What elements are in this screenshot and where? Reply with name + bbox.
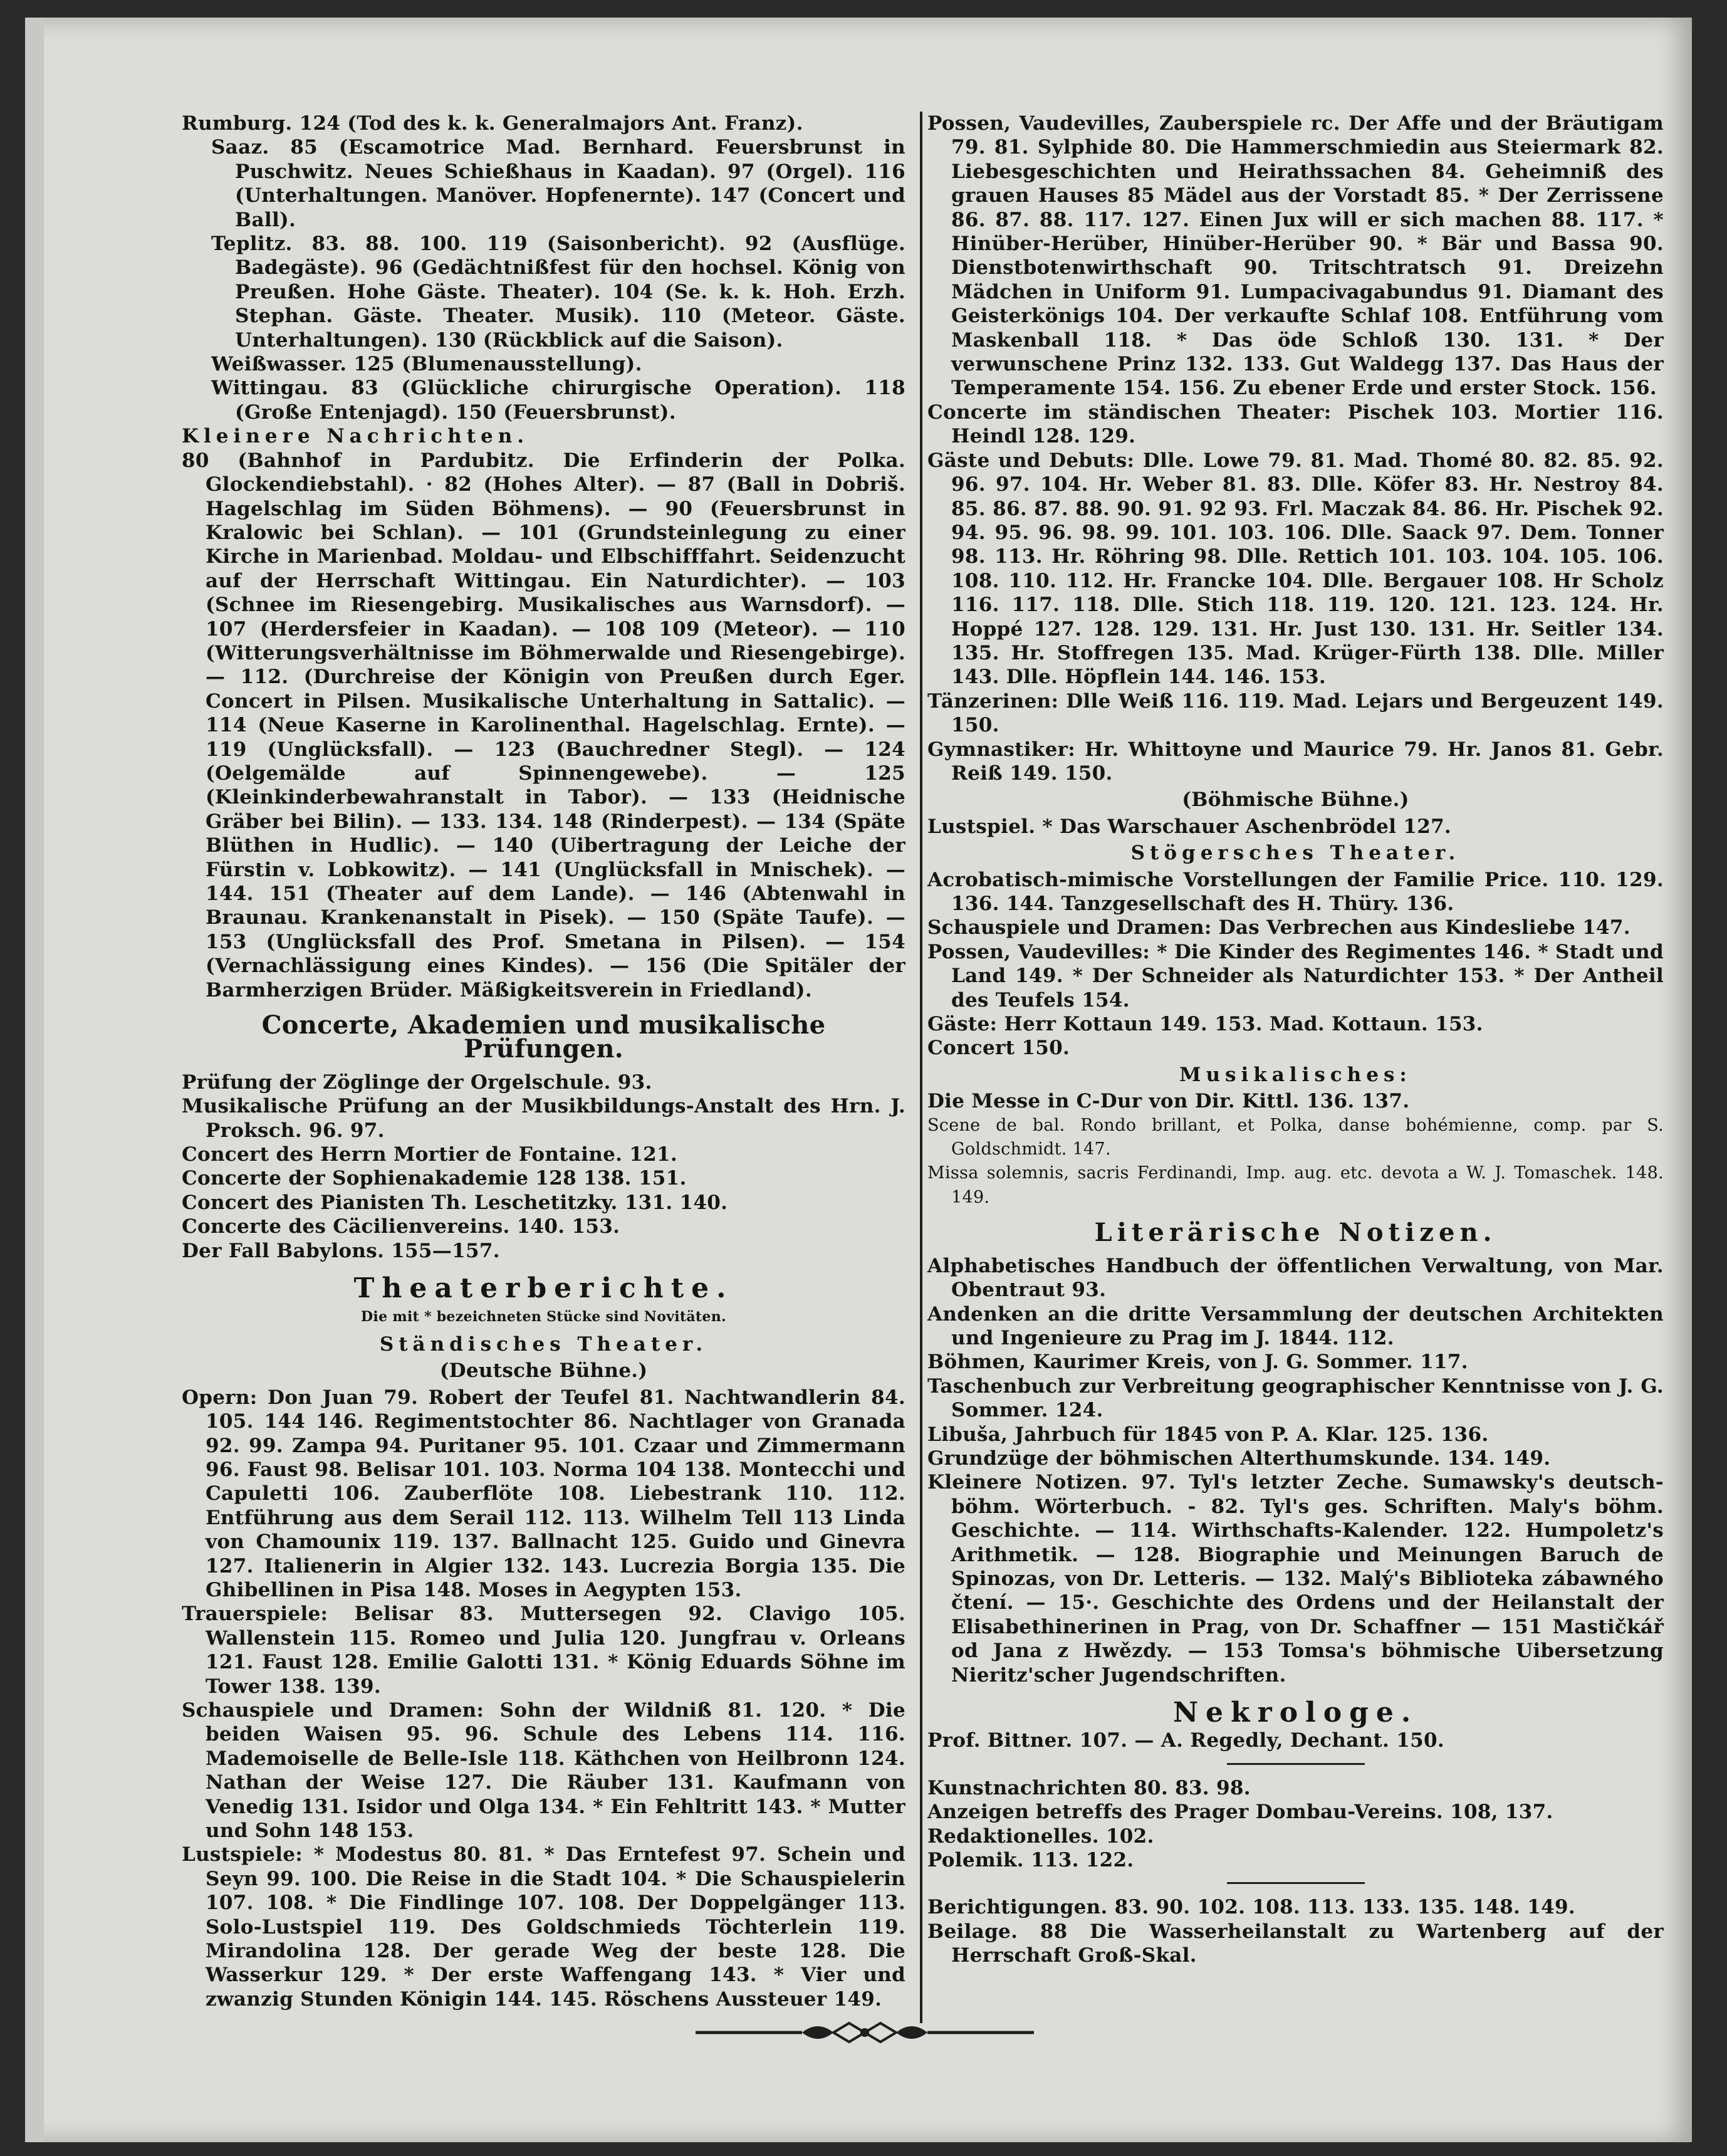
gymnastiker-entry: Gymnastiker: Hr. Whittoyne und Maurice 79. Hr. Janos 81. Gebr. Reiß 149. 150. [927, 738, 1664, 785]
possen-entry: Possen, Vaudevilles, Zauberspiele rc. Der Affe und der Bräutigam 79. 81. Sylphide 80. Die Hammerschmiedin aus Steiermark 82. Liebesgeschichten und Heirathssachen 84. Geheimniß des grauen Hauses 85 Mädel aus der Vorstadt 85. * Der Zerrissene 86. 87. 88. 117. 127. Einen Jux will er sich machen 88. 117. * Hinüber-Herüber, Hinüber-Herüber 90. * Bär und Bassa 90. Dienstbotenwirthschaft 90. Tritschtratsch 91. Dreizehn Mädchen in Uniform 91. Lumpacivagabundus 91. Diamant des Geisterkönigs 104. Der verkaufte Schlaf 108. Entführung vom Maskenball 118. * Das öde Schloß 130. 131. * Der verwunschene Prinz 132. 133. Gut Waldegg 137. Das Haus der Temperamente 154. 156. Zu ebener Erde und erster Stock. 156. [927, 112, 1664, 400]
final-entry: Berichtigungen. 83. 90. 102. 108. 113. 133. 135. 148. 149. [927, 1896, 1575, 1919]
left-column [182, 112, 905, 2011]
lit-entry: Grundzüge der böhmischen Alterthumskunde. 134. 149. [927, 1447, 1551, 1470]
nekrologe-heading: Nekrologe. [1172, 1697, 1419, 1729]
entry-rumburg: Rumburg. 124 (Tod des k. k. Generalmajors Ant. Franz). [182, 112, 803, 135]
schauspiele-entry: Schauspiele und Dramen: Sohn der Wildniß 81. 120. * Die beiden Waisen 95. 96. Schule des Lebens 114. 116. Mademoiselle de Belle-Isle 118. Käthchen von Heilbronn 124. Nathan der Weise 127. Die Räuber 131. Kaufmann von Venedig 131. Isidor und Olga 134. * Ein Fehltritt 143. * Mutter und Sohn 148 153. [182, 1699, 905, 1843]
entry-weisswasser: Weißwasser. 125 (Blumenausstellung). [211, 353, 642, 376]
stoeger-entry: Schauspiele und Dramen: Das Verbrechen aus Kindesliebe 147. [927, 916, 1630, 939]
lit-entry: Kleinere Notizen. 97. Tyl's letzter Zeche. Sumawsky's deutsch-böhm. Wörterbuch. - 82. Tyl's ges. Schriften. Maly's böhm. Geschichte. — 114. Wirthschafts-Kalender. 122. Humpoletz's Arithmetik. — 128. Biographie und Meinungen Baruch de Spinozas, von Dr. Letteris. — 132. Malý's Biblioteka zábawného čtení. — 15·. Geschichte des Ordens und der Heilanstalt der Elisabethinerinen in Prag, von Dr. Schaffner — 151 Mastičkář od Jana z Hwězdy. — 153 Tomsa's böhmische Uibersetzung Nieritz'scher Jugendschriften. [927, 1471, 1664, 1687]
ornament-flourish-icon [689, 2017, 1040, 2048]
deutsche-buehne-label: (Deutsche Bühne.) [439, 1359, 648, 1383]
lit-entry: Andenken an die dritte Versammlung der deutschen Architekten und Ingenieure zu Prag im J. 1844. 112. [927, 1302, 1664, 1349]
novitaeten-note: Die mit * bezeichneten Stücke sind Novitäten. [361, 1308, 726, 1325]
right-column [927, 112, 1664, 1968]
column-divider [920, 112, 922, 2023]
concerte-heading: Concerte, Akademien und musikalische Prüfungen. [261, 1010, 826, 1064]
page [25, 18, 1692, 2142]
musik-entry: Die Messe in C-Dur von Dir. Kittl. 136. 137. [927, 1090, 1410, 1113]
entry-saaz: Saaz. 85 (Escamotrice Mad. Bernhard. Feuersbrunst in Puschwitz. Neues Schießhaus in Kaadan). 97 (Orgel). 116 (Unterhaltungen. Manöver. Hopfenernte). 147 (Concert und Ball). [211, 136, 905, 231]
stoeger-entry: Acrobatisch-mimische Vorstellungen der Familie Price. 110. 129. 136. 144. Tanzgesellschaft des H. Thüry. 136. [927, 868, 1664, 915]
musik-entry: Scene de bal. Rondo brillant, et Polka, danse bohémienne, comp. par S. Goldschmidt. 147. [927, 1115, 1664, 1159]
stoeger-entry: Gäste: Herr Kottaun 149. 153. Mad. Kottaun. 153. [927, 1013, 1483, 1036]
trauerspiele-entry: Trauerspiele: Belisar 83. Muttersegen 92. Clavigo 105. Wallenstein 115. Romeo und Julia 120. Jungfrau v. Orleans 121. Faust 128. Emilie Galotti 131. * König Eduards Söhne im Tower 138. 139. [182, 1603, 905, 1698]
gaeste-debuts-entry: Gäste und Debuts: Dlle. Lowe 79. 81. Mad. Thomé 80. 82. 85. 92. 96. 97. 104. Hr. Weber 81. 83. Dlle. Köfer 83. Hr. Nestroy 84. 85. 86. 87. 88. 90. 91. 92 93. Frl. Maczak 84. 86. Hr. Pischek 92. 94. 95. 96. 98. 99. 101. 103. 106. Dlle. Saack 97. Dem. Tonner 98. 113. Hr. Röhring 98. Dlle. Rettich 101. 103. 104. 105. 106. 108. 110. 112. Hr. Francke 104. Dlle. Bergauer 108. Hr Scholz 116. 117. 118. Dlle. Stich 118. 119. 120. 121. 123. 124. Hr. Hoppé 127. 128. 129. 131. Hr. Just 130. 131. Hr. Seitler 134. 135. Hr. Stoffregen 135. Mad. Krüger-Fürth 138. Dlle. Miller 143. Dlle. Höpflein 144. 146. 153. [927, 449, 1664, 689]
musikalisches-heading: Musikalisches: [1179, 1063, 1412, 1086]
concerte-theater-entry: Concerte im ständischen Theater: Pischek 103. Mortier 116. Heindl 128. 129. [927, 400, 1664, 448]
theaterberichte-heading: Theaterberichte. [353, 1272, 734, 1305]
kleinere-text: 80 (Bahnhof in Pardubitz. Die Erfinderin der Polka. Glockendiebstahl). · 82 (Hohes Alter). — 87 (Ball in Dobriš. Hagelschlag im Süden Böhmens). — 90 (Feuersbrunst in Kralowic bei Schlan). — 101 (Grundsteinlegung zu einer Kirche in Marienbad. Moldau- und Elbschifffahrt. Seidenzucht auf der Herrschaft Wittingau. Ein Naturdichter). — 103 (Schnee im Riesengebirg. Musikalisches aus Warnsdorf). — 107 (Herdersfeier in Kaadan). — 108 109 (Meteor). — 110 (Witterungsverhältnisse im Böhmerwalde und Riesengebirge). — 112. (Durchreise der Königin von Preußen durch Eger. Concert in Pilsen. Musikalische Unterhaltung in Sattalic). — 114 (Neue Kaserne in Karolinenthal. Hagelschlag. Ernte). — 119 (Unglücksfall). — 123 (Bauchredner Stegl). — 124 (Oelgemälde auf Spinnengewebe). — 125 (Kleinkinderbewahranstalt in Tabor). — 133 (Heidnische Gräber bei Bilin). — 133. 134. 148 (Rinderpest). — 134 (Späte Blüthen in Hudlic). — 140 (Uibertragung der Leiche der Fürstin v. Lobkowitz). — 141 (Unglücksfall in Mnischek). — 144. 151 (Theater auf dem Lande). — 146 (Abtenwahl in Braunau. Krankenanstalt in Pisek). — 150 (Späte Taufe). — 153 (Unglücksfall des Prof. Smetana in Pilsen). — 154 (Vernachlässigung eines Kindes). — 156 (Die Spitäler der Barmherzigen Brüder. Mäßigkeitsverein in Friedland). [182, 449, 905, 1002]
concerte-entry: Concert des Pianisten Th. Leschetitzky. 131. 140. [182, 1191, 728, 1214]
concerte-entry: Prüfung der Zöglinge der Orgelschule. 93. [182, 1070, 652, 1094]
entry-wittingau: Wittingau. 83 (Glückliche chirurgische Operation). 118 (Große Entenjagd). 150 (Feuersbrunst). [211, 377, 905, 424]
lustspiel-boehmisch-entry: Lustspiel. * Das Warschauer Aschenbrödel 127. [927, 815, 1452, 838]
concerte-entry: Concerte des Cäcilienvereins. 140. 153. [182, 1215, 620, 1238]
stoeger-entry: Possen, Vaudevilles: * Die Kinder des Regimentes 146. * Stadt und Land 149. * Der Schneider als Naturdichter 153. * Der Antheil des Teufels 154. [927, 940, 1664, 1012]
concerte-entry: Concert des Herrn Mortier de Fontaine. 121. [182, 1143, 678, 1166]
literarische-notizen-heading: Literärische Notizen. [1094, 1218, 1497, 1248]
staendisches-theater-heading: Ständisches Theater. [379, 1332, 708, 1356]
lit-entry: Böhmen, Kaurimer Kreis, von J. G. Sommer. 117. [927, 1351, 1468, 1374]
musik-entry: Missa solemnis, sacris Ferdinandi, Imp. aug. etc. devota a W. J. Tomaschek. 148. 149. [927, 1163, 1664, 1207]
misc-entry: Kunstnachrichten 80. 83. 98. [927, 1776, 1251, 1799]
lit-entry: Taschenbuch zur Verbreitung geographischer Kenntnisse von J. G. Sommer. 124. [927, 1374, 1664, 1422]
final-entry: Beilage. 88 Die Wasserheilanstalt zu Wartenberg auf der Herrschaft Groß-Skal. [927, 1920, 1664, 1967]
nekrologe-entry: Prof. Bittner. 107. — A. Regedly, Dechant. 150. [927, 1729, 1444, 1752]
opern-entry: Opern: Don Juan 79. Robert der Teufel 81. Nachtwandlerin 84. 105. 144 146. Regimentstochter 86. Nachtlager von Granada 92. 99. Zampa 94. Puritaner 95. 101. Czaar und Zimmermann 96. Faust 98. Belisar 101. 103. Norma 104 138. Montecchi und Capuletti 106. Zauberflöte 108. Liebestrank 110. 112. Entführung aus dem Serail 112. 113. Wilhelm Tell 113 Linda von Chamounix 119. 137. Ballnacht 125. Guido und Ginevra 127. Italienerin in Algier 132. 143. Lucrezia Borgia 135. Die Ghibellinen in Pisa 148. Moses in Aegypten 153. [182, 1386, 905, 1601]
kleinere-heading: Kleinere Nachrichten. [182, 425, 530, 448]
misc-entry: Anzeigen betreffs des Prager Dombau-Vereins. 108, 137. [927, 1801, 1553, 1824]
concerte-entry: Concerte der Sophienakademie 128 138. 151. [182, 1167, 687, 1190]
concerte-entry: Musikalische Prüfung an der Musikbildungs-Anstalt des Hrn. J. Proksch. 96. 97. [182, 1095, 905, 1142]
stoeger-entry: Concert 150. [927, 1037, 1070, 1060]
misc-entry: Redaktionelles. 102. [927, 1824, 1154, 1848]
stoegersches-theater-heading: Stögersches Theater. [1130, 842, 1461, 865]
separator-line [1227, 1763, 1365, 1765]
separator-line [1227, 1882, 1365, 1884]
lit-entry: Alphabetisches Handbuch der öffentlichen Verwaltung, von Mar. Obentraut 93. [927, 1254, 1664, 1302]
entry-teplitz: Teplitz. 83. 88. 100. 119 (Saisonbericht). 92 (Ausflüge. Badegäste). 96 (Gedächtnißfest für den hochsel. König von Preußen. Hohe Gäste. Theater). 104 (Se. k. k. Hoh. Erzh. Stephan. Gäste. Theater. Musik). 110 (Meteor. Gäste. Unterhaltungen). 130 (Rückblick auf die Saison). [211, 233, 905, 352]
taenzerinen-entry: Tänzerinen: Dlle Weiß 116. 119. Mad. Lejars und Bergeuzent 149. 150. [927, 689, 1664, 737]
concerte-entry: Der Fall Babylons. 155—157. [182, 1239, 500, 1262]
lit-entry: Libuša, Jahrbuch für 1845 von P. A. Klar. 125. 136. [927, 1423, 1489, 1446]
page-edge [25, 18, 44, 2142]
lustspiele-entry: Lustspiele: * Modestus 80. 81. * Das Erntefest 97. Schein und Seyn 99. 100. Die Reise in die Stadt 104. * Die Schauspielerin 107. 108. * Die Findlinge 107. 108. Der Doppelgänger 113. Solo-Lustspiel 119. Des Goldschmieds Töchterlein 119. Mirandolina 128. Der gerade Weg der beste 128. Die Wasserkur 129. * Der erste Waffengang 143. * Vier und zwanzig Stunden Königin 144. 145. Röschens Aussteuer 149. [182, 1843, 905, 2011]
misc-entry: Polemik. 113. 122. [927, 1849, 1134, 1872]
boehmische-buehne-label: (Böhmische Bühne.) [1182, 788, 1409, 812]
